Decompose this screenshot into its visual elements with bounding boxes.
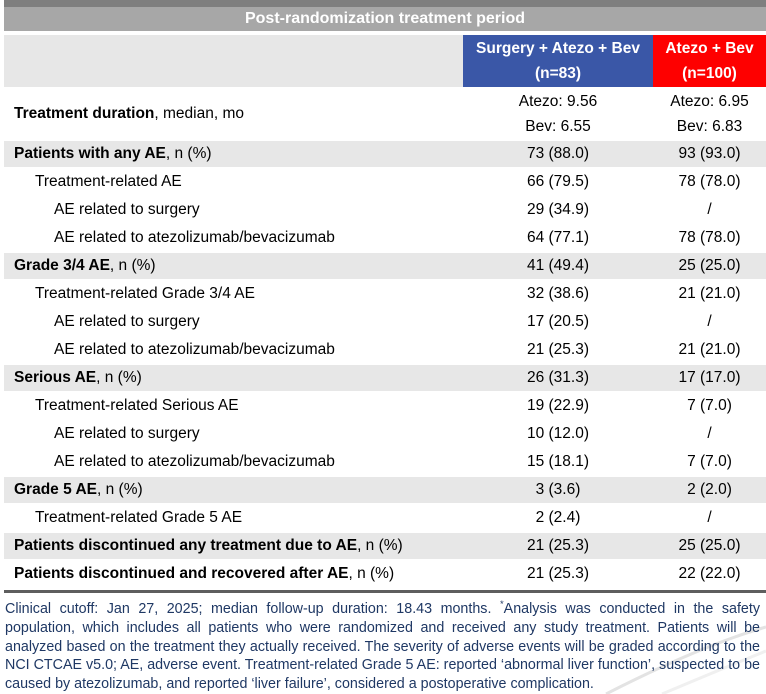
table-title-bar [4, 7, 766, 31]
value-control-arm: 22 (22.0) [678, 565, 741, 582]
duration-value-surgery-arm [463, 89, 653, 139]
surgery-arm-n: (n=83) [534, 65, 582, 82]
value-surgery-arm: 29 (34.9) [526, 201, 590, 218]
row-label-rest: , n (%) [109, 257, 156, 274]
value-surgery-arm: 17 (20.5) [526, 313, 590, 330]
value-surgery-arm: 21 (25.3) [526, 565, 590, 582]
table-row [4, 364, 766, 392]
row-label [4, 453, 463, 471]
row-label-bold: Patients discontinued any treatment due to AE [14, 537, 358, 554]
row-label [4, 509, 463, 527]
row-label-rest: AE related to surgery [54, 313, 200, 330]
row-label-rest: , n (%) [96, 369, 142, 386]
value-surgery-arm: 15 (18.1) [526, 453, 590, 470]
table-row [4, 308, 766, 336]
table-row [4, 448, 766, 476]
row-label-rest: , median, mo [154, 104, 244, 122]
table-row [4, 252, 766, 280]
value-surgery-arm: 64 (77.1) [526, 229, 590, 246]
treatment-duration-row [4, 87, 766, 140]
value-control-arm: 25 (25.0) [678, 537, 741, 554]
row-label [4, 105, 463, 123]
row-label [4, 369, 463, 387]
row-label [4, 397, 463, 415]
table-title: Post-randomization treatment period [244, 10, 526, 27]
duration-atezo-surgery: Atezo: 9.56 [518, 92, 598, 110]
row-label-bold: Grade 3/4 AE [14, 257, 110, 274]
value-control-arm: 21 (21.0) [678, 285, 741, 302]
value-control-arm: / [707, 313, 712, 330]
row-label-rest: , n (%) [348, 565, 395, 582]
row-label [4, 145, 463, 163]
value-surgery-arm: 10 (12.0) [526, 425, 590, 442]
row-label-rest: , n (%) [357, 537, 403, 554]
header-cell-empty [4, 35, 463, 87]
row-label [4, 173, 463, 191]
table-row [4, 196, 766, 224]
value-control-arm: 2 (2.0) [687, 481, 732, 498]
value-surgery-arm: 26 (31.3) [526, 369, 590, 386]
row-label-rest: AE related to surgery [54, 425, 200, 442]
row-label [4, 565, 463, 583]
row-label-rest: Treatment-related AE [35, 173, 182, 190]
row-label-bold: Grade 5 AE [14, 481, 97, 498]
table-row [4, 140, 766, 168]
top-divider-strip [4, 0, 766, 7]
table-row [4, 168, 766, 196]
row-label-rest: AE related to atezolizumab/bevacizumab [54, 453, 335, 470]
value-surgery-arm: 66 (79.5) [526, 173, 590, 190]
table-row [4, 420, 766, 448]
value-control-arm: 78 (78.0) [678, 229, 741, 246]
table-row [4, 504, 766, 532]
table-row [4, 336, 766, 364]
value-control-arm: 17 (17.0) [678, 369, 741, 386]
row-label-rest: AE related to atezolizumab/bevacizumab [54, 229, 335, 246]
control-arm-n: (n=100) [682, 65, 737, 82]
row-label-rest: AE related to atezolizumab/bevacizumab [54, 341, 335, 358]
row-label-bold: Serious AE [14, 369, 97, 386]
table-row [4, 532, 766, 560]
row-label-rest: AE related to surgery [54, 201, 200, 218]
value-surgery-arm: 21 (25.3) [526, 341, 590, 358]
value-surgery-arm: 3 (3.6) [535, 481, 581, 498]
value-control-arm: 25 (25.0) [678, 257, 741, 274]
value-control-arm: / [707, 509, 712, 526]
value-control-arm: / [707, 425, 712, 442]
value-control-arm: 7 (7.0) [687, 397, 732, 414]
row-label [4, 257, 463, 275]
row-label [4, 425, 463, 443]
value-control-arm: 93 (93.0) [678, 145, 741, 162]
footnote [5, 600, 760, 694]
value-control-arm: 21 (21.0) [678, 341, 741, 358]
footnote-asterisk: * [499, 599, 504, 611]
row-label [4, 229, 463, 247]
row-label [4, 285, 463, 303]
value-surgery-arm: 41 (49.4) [526, 257, 590, 274]
value-surgery-arm: 32 (38.6) [526, 285, 590, 302]
value-surgery-arm: 73 (88.0) [526, 145, 590, 162]
row-label [4, 313, 463, 331]
duration-atezo-control: Atezo: 6.95 [670, 92, 749, 110]
table-row [4, 392, 766, 420]
footnote-part1: Clinical cutoff: Jan 27, 2025; median follow-up duration: 18.43 months. [5, 601, 500, 617]
row-label-bold: Treatment duration [14, 104, 155, 122]
row-label-rest: , n (%) [165, 145, 212, 162]
row-label-rest: , n (%) [97, 481, 143, 498]
value-control-arm: / [707, 201, 712, 218]
table-row [4, 476, 766, 504]
row-label-bold: Patients discontinued and recovered after AE [14, 565, 349, 582]
control-arm-name: Atezo + Bev [665, 40, 754, 57]
row-label-rest: Treatment-related Grade 3/4 AE [35, 285, 255, 302]
row-label [4, 481, 463, 499]
header-cell-control-arm [653, 35, 766, 87]
duration-bev-surgery: Bev: 6.55 [525, 117, 591, 135]
value-surgery-arm: 19 (22.9) [526, 397, 590, 414]
footnote-part2: Analysis was conducted in the safety population, which includes all patients who were randomized and received any study treatment. Patients will be analyzed based on the treatment they actually received. The severity of adverse events will be graded according to the NCI CTCAE v5.0; AE, adverse event. Treatment-related Grade 5 AE: reported ‘abnormal liver function’, suspected to be caused by atezolizumab, and reported ‘liver failure’, considered a postoperative complication. [5, 601, 760, 693]
row-label-bold: Patients with any AE [14, 145, 166, 162]
value-control-arm: 78 (78.0) [678, 173, 741, 190]
table-row [4, 224, 766, 252]
duration-value-control-arm [653, 89, 766, 139]
row-label [4, 201, 463, 219]
column-header-row [4, 35, 766, 87]
duration-bev-control: Bev: 6.83 [676, 117, 743, 135]
row-label-rest: Treatment-related Serious AE [35, 397, 239, 414]
surgery-arm-name: Surgery + Atezo + Bev [476, 40, 640, 57]
value-control-arm: 7 (7.0) [687, 453, 732, 470]
row-label [4, 537, 463, 555]
table-row [4, 560, 766, 588]
header-cell-surgery-arm [463, 35, 653, 87]
table-bottom-border [4, 590, 766, 593]
table-row [4, 280, 766, 308]
value-surgery-arm: 21 (25.3) [526, 537, 590, 554]
ae-summary-table [4, 0, 766, 593]
value-surgery-arm: 2 (2.4) [535, 509, 581, 526]
row-label [4, 341, 463, 359]
row-label-rest: Treatment-related Grade 5 AE [35, 509, 243, 526]
